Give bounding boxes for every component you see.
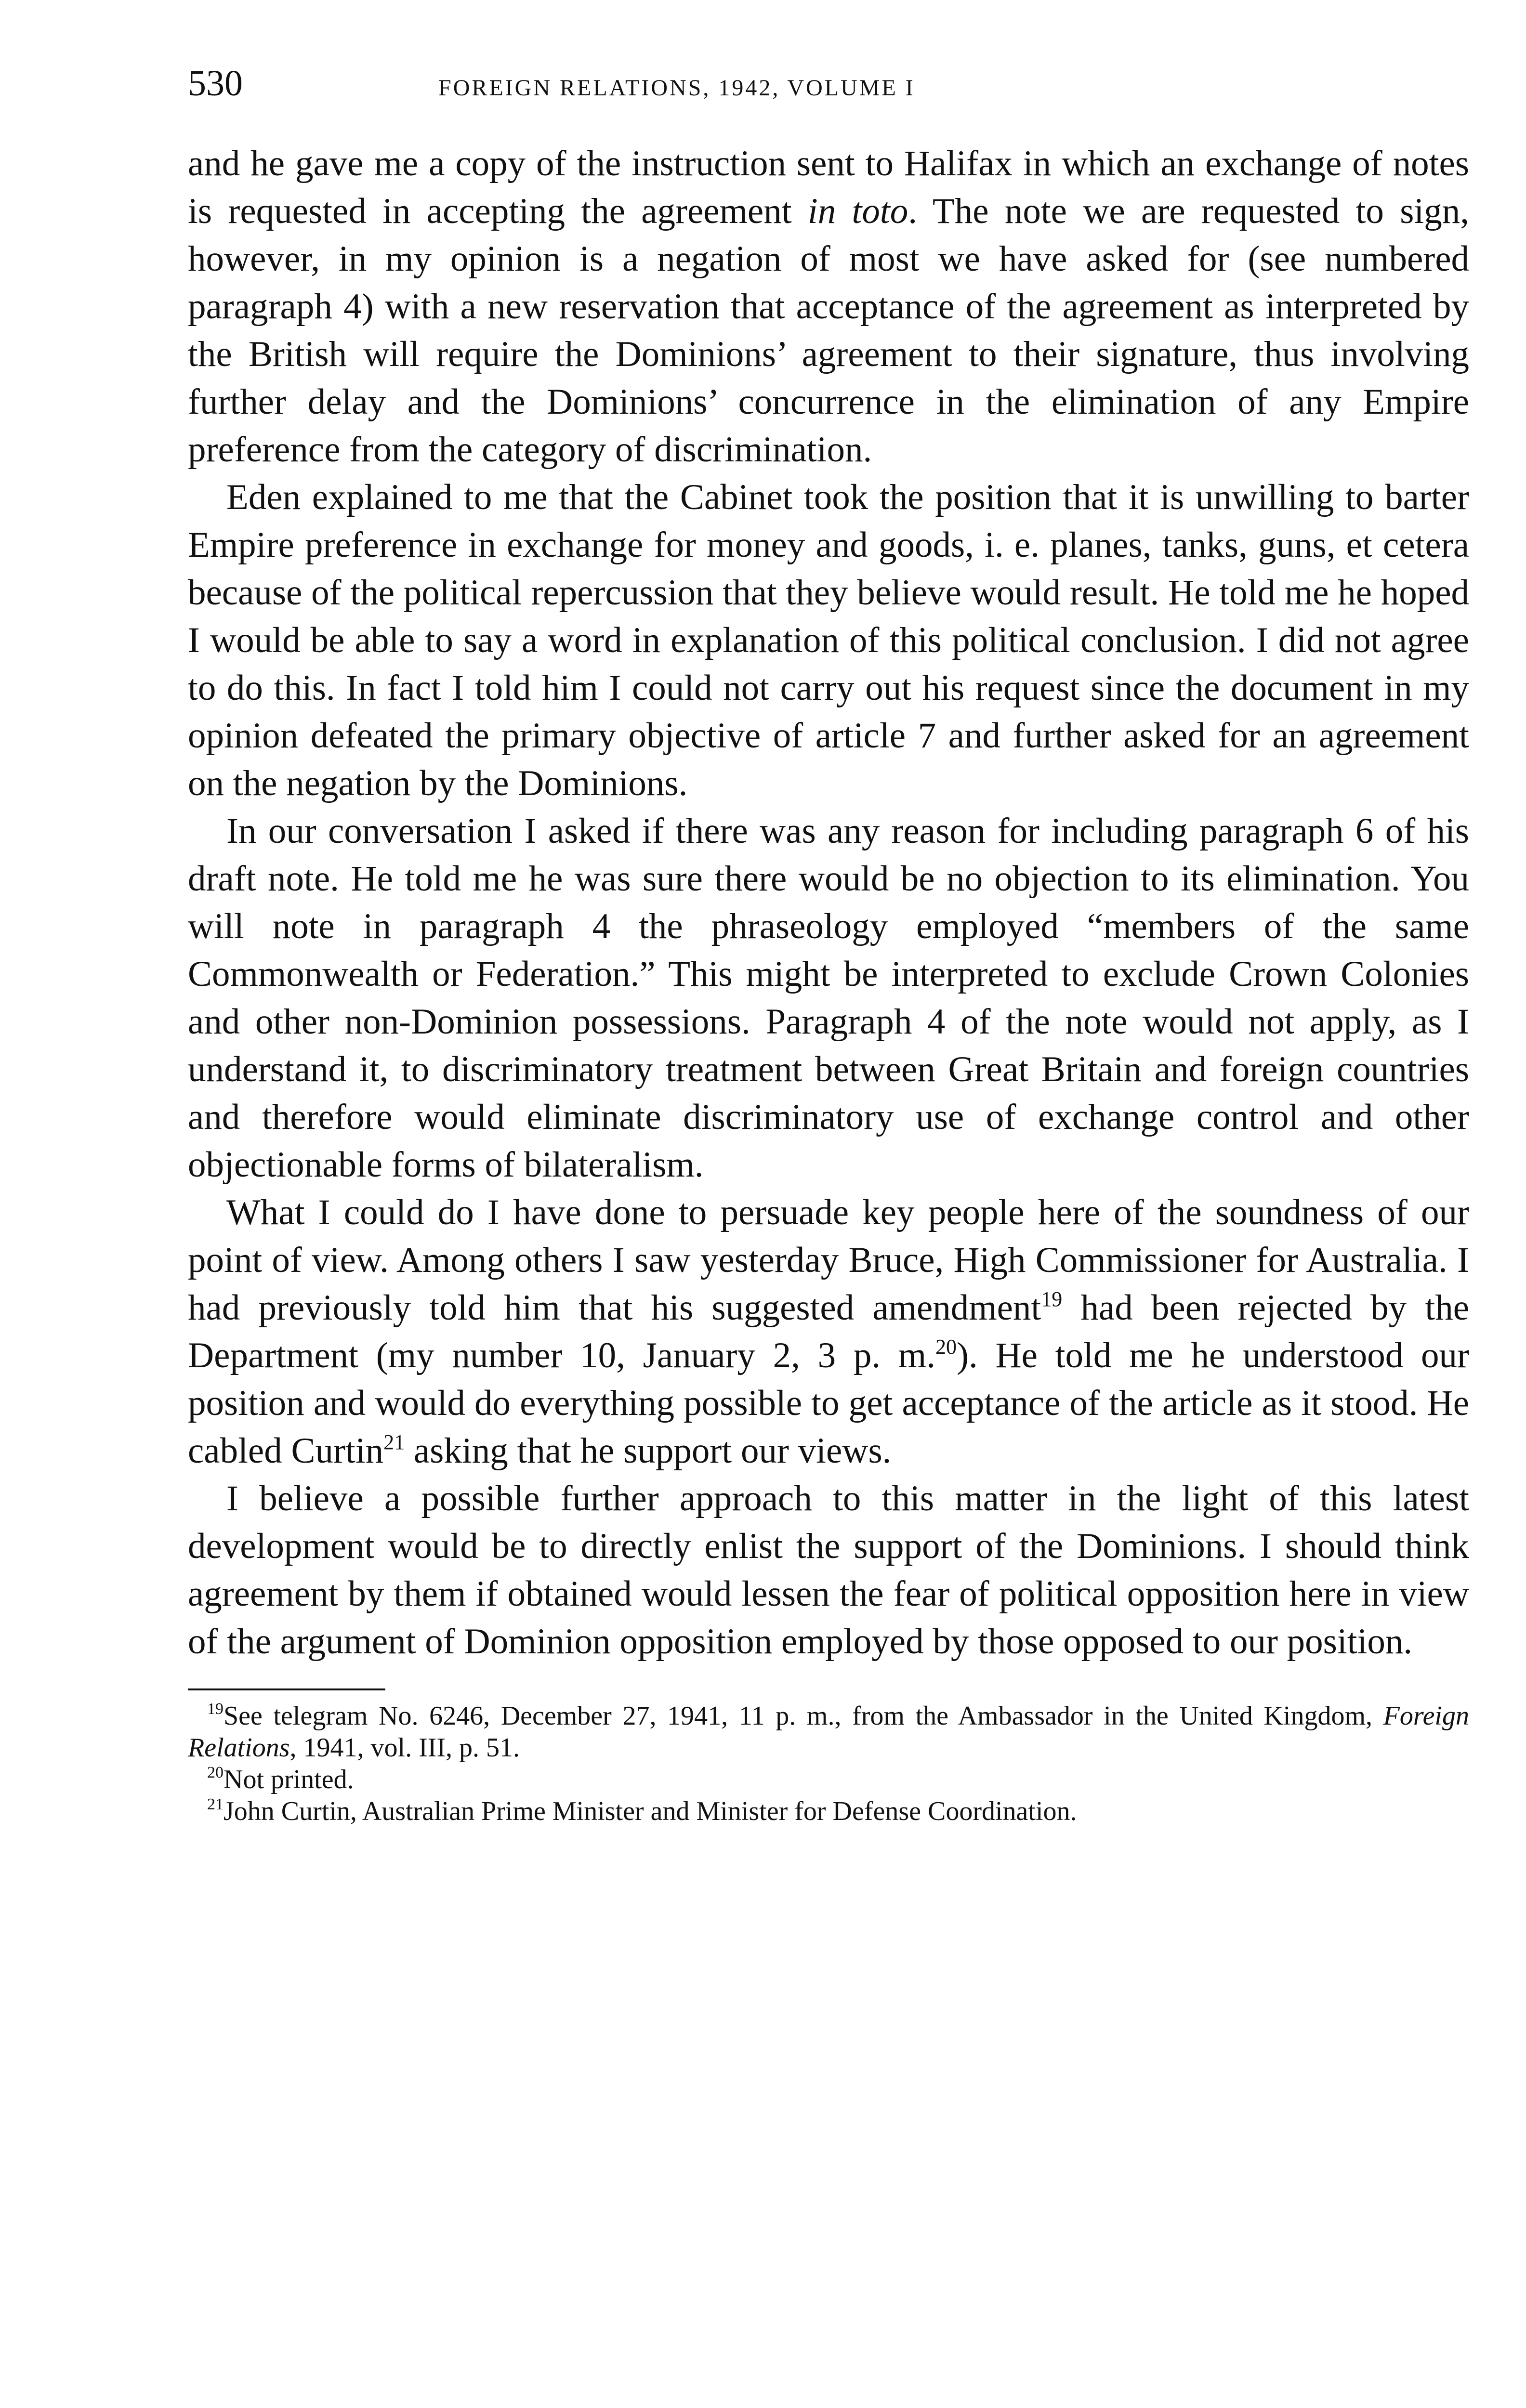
document-page [188,63,1469,1827]
page-number: 530 [188,63,243,104]
paragraph-1 [188,140,1469,473]
paragraph-5: I believe a possible further approach to this matter in the light of this latest development would be to directly enlist the support of the Dominions. I should think agreement by them if obtained would lessen the fear of political opposition here in view of the argument of Dominion opposition employed by those opposed to our position. [188,1479,1469,1662]
footnote-ref-20[interactable]: 20 [935,1335,957,1359]
footnote-ref-19[interactable]: 19 [1041,1287,1063,1311]
body-text [188,140,1469,1665]
paragraph-4-text-b: had been rejected by the Department (my number 10, January 2, 3 p. m. [188,1288,1469,1375]
paragraph-4 [188,1189,1469,1475]
footnote-divider [188,1688,385,1690]
footnotes [188,1700,1469,1827]
paragraph-2: Eden explained to me that the Cabinet took the position that it is unwilling to barter Empire preference in exchange for money and goods, i. e. planes, tanks, guns, et cetera because of the political repercussion that they believe would result. He told me he hoped I would be able to say a word in explanation of this political conclusion. I did not agree to do this. In fact I told him I could not carry out his request since the document in my opinion defeated the primary objective of article 7 and further asked for an agreement on the negation by the Dominions. [188,477,1469,803]
footnote-20-number: 20 [207,1764,224,1781]
page-header [188,63,1469,116]
footnote-19-number: 19 [207,1700,224,1718]
paragraph-1-italic: in toto [807,191,908,231]
footnote-21-number: 21 [207,1795,224,1813]
footnote-19-italic: Foreign Relations [188,1701,1469,1763]
footnote-19 [188,1700,1469,1764]
footnote-20-text: Not printed. [224,1765,354,1794]
paragraph-1-text-a: and he gave me a copy of the instruction sent to Halifax in which an exchange of notes is requested in accepting the agreement [188,144,1469,231]
paragraph-3: In our conversation I asked if there was any reason for including paragraph 6 of his draft note. He told me he was sure there would be no objection to its elimination. You will note in paragraph 4 the phraseology employed “members of the same Commonwealth or Federation.” This might be interpreted to exclude Crown Colonies and other non-Dominion possessions. Paragraph 4 of the note would not apply, as I understand it, to discriminatory treatment between Great Britain and foreign countries and therefore would eliminate discriminatory use of exchange control and other objectionable forms of bilateralism. [188,811,1469,1185]
footnote-21-text: John Curtin, Australian Prime Minister and Minister for Defense Coordination. [224,1796,1077,1826]
running-head: FOREIGN RELATIONS, 1942, VOLUME I [438,75,915,101]
footnote-19-text-b: , 1941, vol. III, p. 51. [289,1733,520,1763]
paragraph-4-text-c: ). He told me he understood our position and would do everything possible to get acceptance of the article as it stood. He cabled Curtin [188,1335,1469,1471]
paragraph-4-text-d: asking that he support our views. [405,1431,892,1471]
footnote-ref-21[interactable]: 21 [383,1430,405,1454]
footnote-20 [188,1764,1469,1795]
footnote-21 [188,1795,1469,1827]
paragraph-4-text-a: What I could do I have done to persuade key people here of the soundness of our point of view. Among others I saw yesterday Bruce, High Commissioner for Australia. I had previously told him that his suggested amendment [188,1192,1469,1328]
footnote-19-text-a: See telegram No. 6246, December 27, 1941, 11 p. m., from the Ambassador in the United Kingdom, [224,1701,1383,1731]
paragraph-1-text-b: . The note we are requested to sign, however, in my opinion is a negation of most we have asked for (see numbered paragraph 4) with a new reservation that acceptance of the agreement as interpreted by the British will require the Dominions’ agreement to their signature, thus involving further delay and the Dominions’ concurrence in the elimination of any Empire preference from the category of discrimination. [188,191,1469,470]
